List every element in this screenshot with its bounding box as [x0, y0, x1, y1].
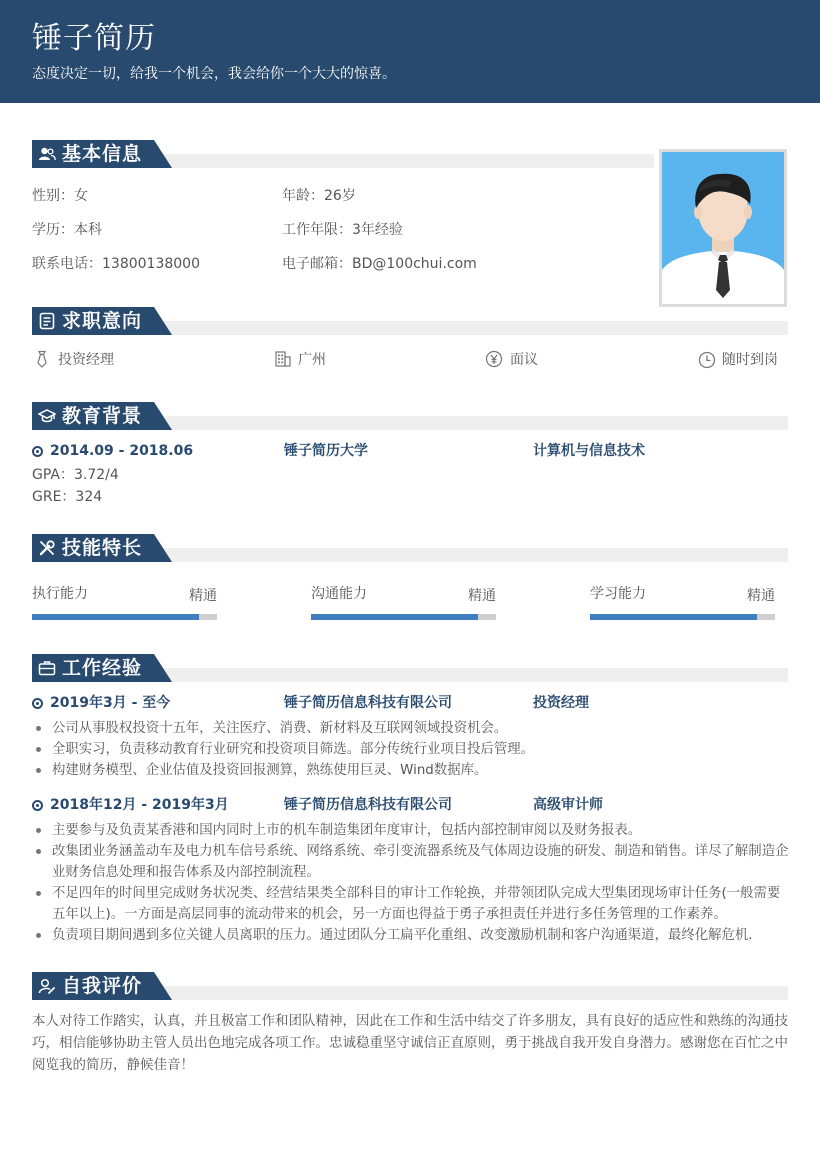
list-item: 负责项目期间遇到多位关键人员离职的压力。通过团队分工扁平化重组、改变激励机制和客户沟通渠道，最终化解危机. — [32, 925, 792, 946]
avatar-icon — [662, 152, 784, 304]
tools-icon — [38, 539, 56, 557]
tie-icon — [33, 350, 51, 368]
skill-name: 执行能力 — [32, 586, 88, 602]
skill-bar-fill — [590, 614, 757, 620]
resume-title: 锤子简历 — [32, 21, 156, 56]
intent-position: 投资经理 — [58, 352, 114, 368]
skill-level: 精通 — [468, 588, 496, 604]
gender: 性别：女 — [32, 188, 88, 204]
list-item: 改集团业务涵盖动车及电力机车信号系统、网络系统、牵引变流器系统及气体周边设施的研发、制造和销售。详尽了解制造企业财务信息处理和报告体系及内部控制流程。 — [32, 841, 792, 883]
section-job-intent — [32, 307, 788, 335]
skill-bar-fill — [311, 614, 478, 620]
skill-bar — [590, 614, 775, 620]
edu-school: 锤子简历大学 — [284, 443, 368, 459]
building-icon — [274, 350, 292, 368]
list-item: 不足四年的时间里完成财务状况类、经营结果类全部科目的审计工作轮换，并带领团队完成大型集团现场审计任务(一般需要五年以上)。一方面是高层同事的流动带来的机会，另一方面也得益于勇子承担责任并进行多任务管理的工作素养。 — [32, 883, 792, 925]
work-title: 投资经理 — [533, 695, 589, 711]
timeline-dot — [32, 698, 43, 709]
skill-bar-fill — [32, 614, 199, 620]
users-icon — [38, 145, 56, 163]
list-item: 主要参与及负责某香港和国内同时上市的机车制造集团年度审计，包括内部控制审阅以及财务报表。 — [32, 820, 792, 841]
work-company: 锤子简历信息科技有限公司 — [284, 695, 452, 711]
intent-availability: 随时到岗 — [722, 352, 778, 368]
timeline-dot — [32, 446, 43, 457]
work-period: 2019年3月 - 至今 — [50, 695, 171, 711]
skill-name: 沟通能力 — [311, 586, 367, 602]
work-period: 2018年12月 - 2019年3月 — [50, 797, 229, 813]
section-divider — [162, 548, 788, 562]
graduation-cap-icon — [38, 407, 56, 425]
section-divider — [162, 321, 788, 335]
section-title: 基本信息 — [62, 143, 143, 165]
email: 电子邮箱：BD@100chui.com — [282, 256, 477, 272]
section-divider — [162, 154, 654, 168]
phone: 联系电话：13800138000 — [32, 256, 200, 272]
resume-subtitle: 态度决定一切，给我一个机会，我会给你一个大大的惊喜。 — [32, 66, 396, 82]
section-work — [32, 654, 788, 682]
section-title: 工作经验 — [62, 657, 143, 679]
profile-photo — [659, 149, 787, 307]
work-title: 高级审计师 — [533, 797, 603, 813]
section-skills — [32, 534, 788, 562]
skill-level: 精通 — [747, 588, 775, 604]
section-title: 教育背景 — [62, 405, 143, 427]
timeline-dot — [32, 800, 43, 811]
section-title: 自我评价 — [62, 975, 143, 997]
yen-icon — [485, 350, 503, 368]
header — [0, 0, 820, 103]
section-divider — [162, 668, 788, 682]
document-icon — [38, 312, 56, 330]
self-evaluation-text: 本人对待工作踏实，认真，并且极富工作和团队精神，因此在工作和生活中结交了许多朋友，具有良好的适应性和熟练的沟通技巧，相信能够协助主管人员出色地完成各项工作。忠诚稳重坚守诚信正直原则，勇于挑战自我开发自身潜力。感谢您在百忙之中阅览我的简历，静候佳音！ — [32, 1013, 788, 1073]
section-self-evaluation — [32, 972, 788, 1000]
user-edit-icon — [38, 977, 56, 995]
section-title: 求职意向 — [62, 310, 143, 332]
section-education — [32, 402, 788, 430]
edu-gpa: GPA：3.72/4 — [32, 467, 119, 483]
section-divider — [162, 416, 788, 430]
skill-name: 学习能力 — [590, 586, 646, 602]
list-item: 全职实习，负责移动教育行业研究和投资项目筛选。部分传统行业项目投后管理。 — [32, 739, 792, 760]
list-item: 公司从事股权投资十五年，关注医疗、消费、新材料及互联网领域投资机会。 — [32, 718, 792, 739]
work-duties — [32, 718, 792, 781]
section-divider — [162, 986, 788, 1000]
intent-salary: 面议 — [510, 352, 538, 368]
age: 年龄：26岁 — [282, 188, 356, 204]
intent-city: 广州 — [298, 352, 326, 368]
skill-bar — [311, 614, 496, 620]
skill-bar — [32, 614, 217, 620]
degree: 学历：本科 — [32, 222, 102, 238]
edu-major: 计算机与信息技术 — [533, 443, 645, 459]
section-title: 技能特长 — [62, 537, 143, 559]
work-company: 锤子简历信息科技有限公司 — [284, 797, 452, 813]
briefcase-icon — [38, 659, 56, 677]
list-item: 构建财务模型、企业估值及投资回报测算，熟练使用巨灵、Wind数据库。 — [32, 760, 792, 781]
work-years: 工作年限：3年经验 — [282, 222, 403, 238]
edu-gre: GRE：324 — [32, 489, 103, 505]
work-duties — [32, 820, 792, 946]
edu-period: 2014.09 - 2018.06 — [50, 443, 194, 459]
clock-icon — [698, 351, 716, 369]
section-basic-info — [32, 140, 654, 168]
skill-level: 精通 — [189, 588, 217, 604]
